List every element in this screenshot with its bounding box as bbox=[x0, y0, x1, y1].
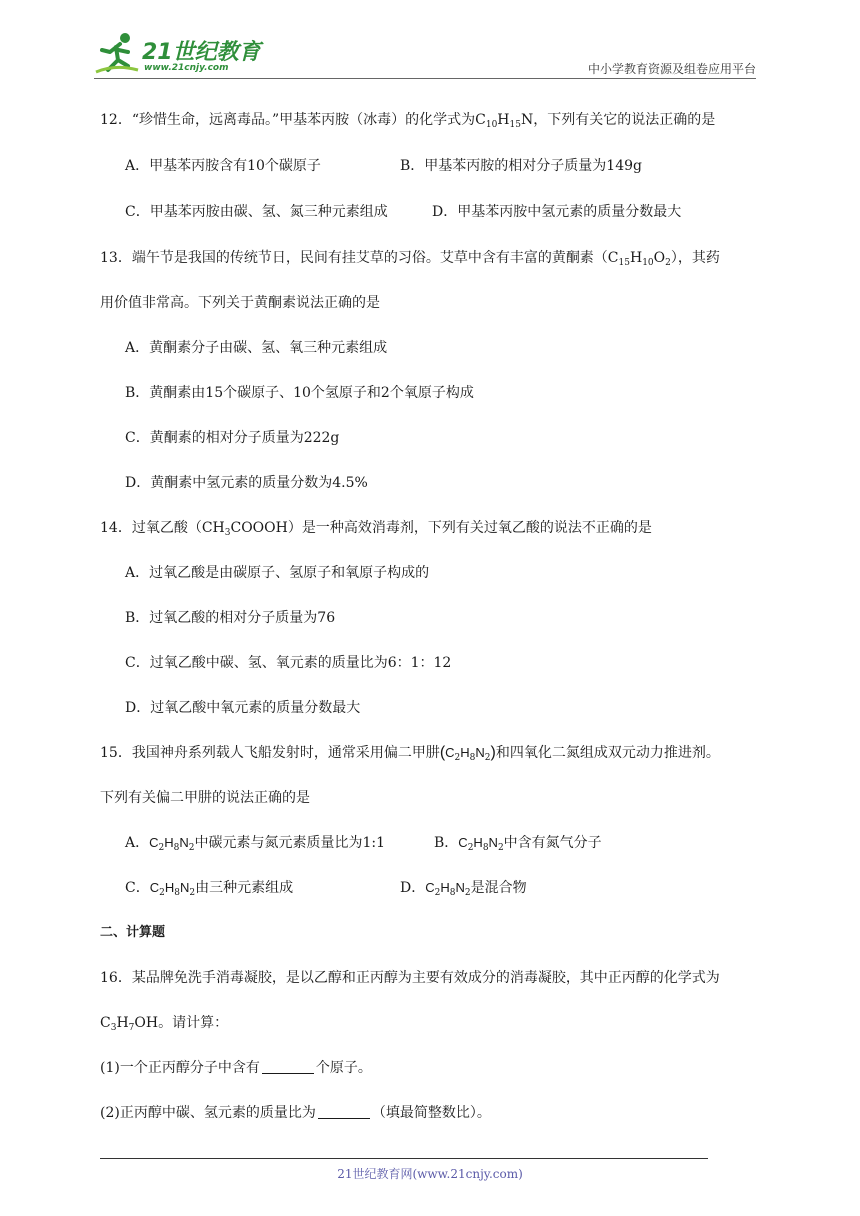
question-13-option-d: D．黄酮素中氢元素的质量分数为4.5% bbox=[125, 475, 368, 491]
logo bbox=[94, 30, 264, 80]
logo-url: www.21cnjy.com bbox=[144, 63, 229, 73]
header-divider bbox=[94, 78, 756, 79]
question-16-stem-line2: $C_3H_7OH$。请计算： bbox=[100, 1015, 229, 1033]
section-title-calculation: 二、计算题 bbox=[100, 925, 166, 940]
footer-divider bbox=[100, 1158, 708, 1159]
question-13-stem-line2: 用价值非常高。下列关于黄酮素说法正确的是 bbox=[100, 295, 380, 311]
question-15-option-b: B．$C_2H_8N_2$中含有氮气分子 bbox=[434, 835, 602, 853]
question-12-stem: 12．“珍惜生命，远离毒品。”甲基苯丙胺（冰毒）的化学式为$C_{10}H_{15}N$，下列有关它的说法正确的是 bbox=[100, 112, 716, 130]
question-13-option-c: C．黄酮素的相对分子质量为222g bbox=[125, 430, 340, 446]
question-15-option-a: A．$C_2H_8N_2$中碳元素与氮元素质量比为1:1 bbox=[125, 835, 386, 853]
question-12-option-c: C．甲基苯丙胺由碳、氢、氮三种元素组成 bbox=[125, 204, 388, 220]
question-14-option-b: B．过氧乙酸的相对分子质量为76 bbox=[125, 610, 336, 626]
question-13-option-a: A．黄酮素分子由碳、氢、氧三种元素组成 bbox=[125, 340, 388, 356]
question-16-part-1: (1)一个正丙醇分子中含有 个原子。 bbox=[100, 1060, 372, 1076]
question-15-option-d: D．$C_2H_8N_2$是混合物 bbox=[400, 880, 527, 898]
header-platform-text: 中小学教育资源及组卷应用平台 bbox=[587, 62, 756, 76]
question-16-part-2: (2)正丙醇中碳、氢元素的质量比为 （填最简整数比）。 bbox=[100, 1105, 491, 1121]
runner-logo-icon bbox=[94, 30, 140, 76]
question-15-stem-line2: 下列有关偏二甲肼的说法正确的是 bbox=[100, 790, 310, 806]
question-12-option-a: A．甲基苯丙胺含有10个碳原子 bbox=[125, 158, 321, 174]
question-14-stem: 14．过氧乙酸$(CH_3COOOH)$是一种高效消毒剂，下列有关过氧乙酸的说法不正确的是 bbox=[100, 520, 652, 538]
question-15-option-c: C．$C_2H_8N_2$由三种元素组成 bbox=[125, 880, 294, 898]
question-12-option-b: B．甲基苯丙胺的相对分子质量为149g bbox=[400, 158, 642, 174]
question-12-option-d: D．甲基苯丙胺中氢元素的质量分数最大 bbox=[432, 204, 682, 220]
question-14-option-c: C．过氧乙酸中碳、氢、氧元素的质量比为6：1：12 bbox=[125, 655, 452, 671]
page-header bbox=[0, 0, 860, 80]
footer-text: 21世纪教育网(www.21cnjy.com) bbox=[337, 1167, 523, 1181]
formula-c2h8n2: ( bbox=[439, 744, 446, 761]
question-16-stem-line1: 16．某品牌免洗手消毒凝胶，是以乙醇和正丙醇为主要有效成分的消毒凝胶，其中正丙醇的化学式为 bbox=[100, 970, 720, 986]
question-14-option-a: A．过氧乙酸是由碳原子、氢原子和氧原子构成的 bbox=[125, 565, 430, 581]
question-15-stem-line1: 15．我国神舟系列载人飞船发射时，通常采用偏二甲肼$(C_2H_8N_2)$和四氧化二氮组成双元动力推进剂。 bbox=[100, 744, 720, 763]
logo-text: 21世纪教育 bbox=[142, 40, 261, 65]
answer-blank-2[interactable] bbox=[318, 1104, 370, 1119]
question-14-option-d: D．过氧乙酸中氧元素的质量分数最大 bbox=[125, 700, 361, 716]
question-13-stem-line1: 13．端午节是我国的传统节日，民间有挂艾草的习俗。艾草中含有丰富的黄酮素$(C_{15}H_{10}O_2)$，其药 bbox=[100, 250, 720, 268]
answer-blank-1[interactable] bbox=[262, 1059, 314, 1074]
question-13-option-b: B．黄酮素由15个碳原子、10个氢原子和2个氧原子构成 bbox=[125, 385, 474, 401]
